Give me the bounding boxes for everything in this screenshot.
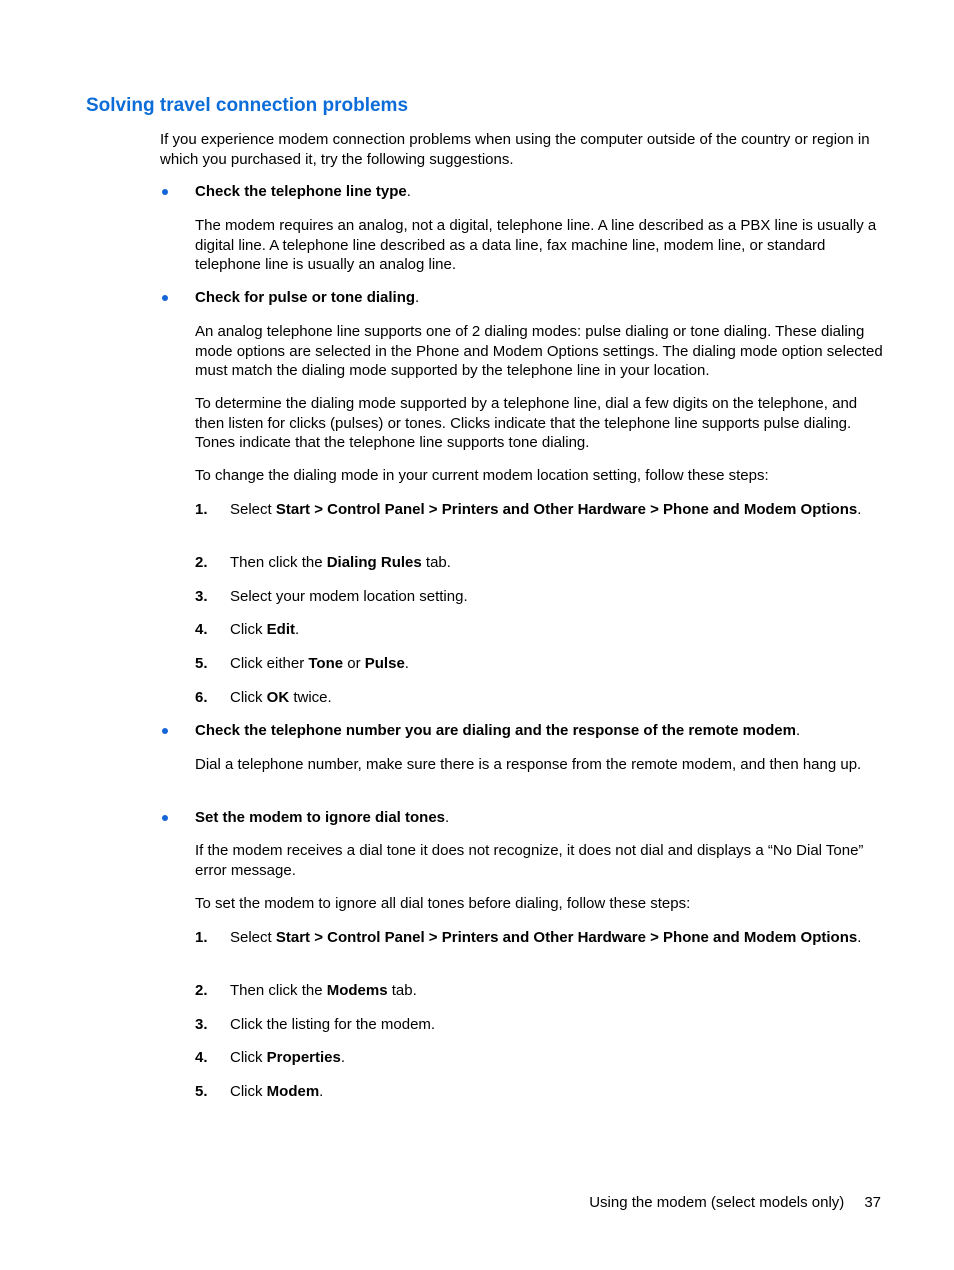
body-paragraph: To change the dialing mode in your current modem location setting, follow these steps:: [195, 467, 769, 484]
intro-paragraph: If you experience modem connection problems when using the computer outside of the country or region in which you purchased it, try the following suggestions.: [160, 131, 870, 168]
bullet-icon: [162, 815, 168, 821]
bullet-icon: [162, 189, 168, 195]
bullet-heading: Check the telephone number you are dialing and the response of the remote modem: [195, 722, 796, 739]
bullet-heading: Check the telephone line type: [195, 183, 407, 200]
step-number: 4.: [195, 621, 208, 638]
step-number: 2.: [195, 554, 208, 571]
page-footer: [589, 1193, 881, 1213]
step-number: 2.: [195, 982, 208, 999]
step-number: 5.: [195, 1083, 208, 1100]
body-paragraph: To set the modem to ignore all dial tones before dialing, follow these steps:: [195, 895, 691, 912]
page-title: Solving travel connection problems: [86, 95, 409, 116]
body-paragraph: The modem requires an analog, not a digital, telephone line. A line described as a PBX line is usually a digital line. A telephone line described as a data line, fax machine line, modem line, or standard telephone line is usually an analog line.: [195, 217, 877, 273]
bullet-heading: Check for pulse or tone dialing: [195, 289, 416, 306]
step-number: 4.: [195, 1049, 208, 1066]
step-number: 5.: [195, 655, 208, 672]
bullet-heading: Set the modem to ignore dial tones: [195, 809, 446, 826]
page-number: 37: [864, 1194, 881, 1211]
body-paragraph: Dial a telephone number, make sure there is a response from the remote modem, and then hang up.: [195, 756, 862, 773]
footer-section-title: Using the modem (select models only): [589, 1194, 845, 1211]
menu-path: Start > Control Panel > Printers and Other Hardware > Phone and Modem Options: [275, 929, 858, 946]
body-paragraph: To determine the dialing mode supported by a telephone line, dial a few digits on the telephone, and then listen for clicks (pulses) or tones. Clicks indicate that the telephone line supports pulse dialing. Tones indicate that the telephone line supports tone dialing.: [195, 395, 858, 451]
body-paragraph: If the modem receives a dial tone it does not recognize, it does not dial and displays a “No Dial Tone” error message.: [195, 842, 864, 879]
step-number: 3.: [195, 588, 208, 605]
bullet-icon: [162, 728, 168, 734]
bullet-icon: [162, 295, 168, 301]
menu-path: Start > Control Panel > Printers and Other Hardware > Phone and Modem Options: [275, 501, 858, 518]
step-number: 3.: [195, 1016, 208, 1033]
step-number: 1.: [195, 929, 208, 946]
document-page: Solving travel connection problems If you experience modem connection problems when using the computer outside of the country or region in which you purchased it, try the following suggestions. Check the telephone line type. The modem requires an analog, not a digital, telephone line. A line described as a PBX line is usually a digital line. A telephone line described as a data line, fax machine line, modem line, or standard telephone line is usually an analog line. Check for pulse or tone dialing. An analog telephone line supports one of 2 dialing modes: pulse dialing or tone dialing. These dialing mode options are selected in the Phone and Modem Options settings. The dialing mode option selected must match the dialing mode supported by the telephone line in your location. To determine the dialing mode supported by a telephone line, dial a few digits on the telephone, and then listen for clicks (pulses) or tones. Clicks indicate that the telephone line supports pulse dialing. Tones indicate that the telephone line supports tone dialing. To change the dialing mode in your current modem location setting, follow these steps: 1. Select Start > Control Panel > Printers and Other Hardware > Phone and Modem Options. 2. Then click the Dialing Rules tab. 3. Select your modem location setting. 4. Click Edit. 5. Click either Tone or Pulse. 6. Click OK twice. Check the telephone number you are dialing and the response of the remote modem. Dial a telephone number, make sure there is a response from the remote modem, and then hang up. Set the modem to ignore dial tones. If the modem receives a dial tone it does not recognize, it does not dial and displays a “No Dial Tone” error message. To set the modem to ignore all dial tones before dialing, follow these steps: 1. Select Start > Control Panel > Printers and Other Hardware > Phone and Modem Options. 2. Then click the Modems tab. 3. Click the listing for the modem. 4. Click Properties. 5. Click Modem. Using the modem (select models only) 37: [0, 0, 954, 1270]
step-number: 1.: [195, 501, 208, 518]
step-number: 6.: [195, 689, 208, 706]
body-paragraph: An analog telephone line supports one of 2 dialing modes: pulse dialing or tone dialing. These dialing mode options are selected in the Phone and Modem Options settings. The dialing mode option selected must match the dialing mode supported by the telephone line in your location.: [195, 323, 883, 379]
